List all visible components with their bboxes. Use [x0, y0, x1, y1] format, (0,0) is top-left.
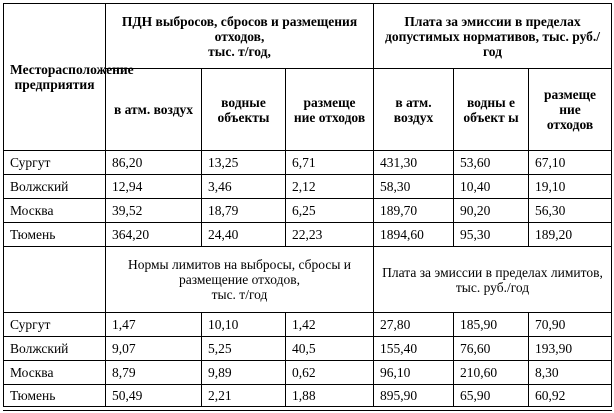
value-cell: 90,20	[454, 199, 529, 223]
location-header: Месторасположение предприятия	[4, 4, 106, 151]
value-cell: 1894,60	[374, 223, 454, 247]
subheader-waste: размеще ние отходов	[529, 69, 612, 151]
subheader-air: в атм. воздух	[106, 69, 202, 151]
value-cell: 27,80	[374, 313, 454, 337]
value-cell: 50,49	[106, 385, 202, 407]
value-cell: 95,30	[454, 223, 529, 247]
table-row	[4, 151, 612, 175]
value-cell: 19,10	[529, 175, 612, 199]
value-cell: 24,40	[202, 223, 286, 247]
value-cell: 56,30	[529, 199, 612, 223]
value-cell: 6,25	[286, 199, 374, 223]
emissions-table	[3, 3, 612, 407]
value-cell: 364,20	[106, 223, 202, 247]
subheader-waste: размеще ние отходов	[286, 69, 374, 151]
table-row	[4, 223, 612, 247]
value-cell: 2,21	[202, 385, 286, 407]
table-row	[4, 385, 612, 407]
header-row-limits	[4, 247, 612, 313]
value-cell: 10,40	[454, 175, 529, 199]
value-cell: 3,46	[202, 175, 286, 199]
bottom-divider	[3, 410, 612, 411]
value-cell: 76,60	[454, 337, 529, 361]
city-cell: Волжский	[4, 337, 106, 361]
value-cell: 60,92	[529, 385, 612, 407]
value-cell: 22,23	[286, 223, 374, 247]
value-cell: 96,10	[374, 361, 454, 385]
value-cell: 18,79	[202, 199, 286, 223]
pdn-group-header: ПДН выбросов, сбросов и размещения отходов, тыс. т/год,	[106, 4, 374, 69]
payment-permissible-group-header: Плата за эмиссии в пределах допустимых нормативов, тыс. руб./год	[374, 4, 612, 69]
city-cell: Сургут	[4, 313, 106, 337]
value-cell: 0,62	[286, 361, 374, 385]
subheader-water: водны е объект ы	[454, 69, 529, 151]
value-cell: 53,60	[454, 151, 529, 175]
value-cell: 8,30	[529, 361, 612, 385]
value-cell: 2,12	[286, 175, 374, 199]
value-cell: 189,70	[374, 199, 454, 223]
value-cell: 86,20	[106, 151, 202, 175]
subheader-air: в атм. воздух	[374, 69, 454, 151]
value-cell: 58,30	[374, 175, 454, 199]
limits-group-header: Нормы лимитов на выбросы, сбросы и размещение отходов, тыс. т/год	[106, 247, 374, 313]
city-cell: Сургут	[4, 151, 106, 175]
value-cell: 10,10	[202, 313, 286, 337]
header-row-groups	[4, 4, 612, 69]
value-cell: 9,89	[202, 361, 286, 385]
value-cell: 1,47	[106, 313, 202, 337]
city-cell: Москва	[4, 199, 106, 223]
table-row	[4, 337, 612, 361]
value-cell: 8,79	[106, 361, 202, 385]
blank-header-cell	[4, 247, 106, 313]
value-cell: 6,71	[286, 151, 374, 175]
value-cell: 895,90	[374, 385, 454, 407]
value-cell: 12,94	[106, 175, 202, 199]
city-cell: Москва	[4, 361, 106, 385]
value-cell: 67,10	[529, 151, 612, 175]
payment-limits-group-header: Плата за эмиссии в пределах лимитов, тыс. руб./год	[374, 247, 612, 313]
table-row	[4, 313, 612, 337]
table-row	[4, 361, 612, 385]
value-cell: 65,90	[454, 385, 529, 407]
city-cell: Волжский	[4, 175, 106, 199]
value-cell: 70,90	[529, 313, 612, 337]
city-cell: Тюмень	[4, 385, 106, 407]
value-cell: 9,07	[106, 337, 202, 361]
value-cell: 1,42	[286, 313, 374, 337]
table-row	[4, 199, 612, 223]
table-row	[4, 175, 612, 199]
value-cell: 155,40	[374, 337, 454, 361]
value-cell: 189,20	[529, 223, 612, 247]
value-cell: 40,5	[286, 337, 374, 361]
subheader-water: водные объекты	[202, 69, 286, 151]
value-cell: 185,90	[454, 313, 529, 337]
value-cell: 210,60	[454, 361, 529, 385]
value-cell: 1,88	[286, 385, 374, 407]
value-cell: 13,25	[202, 151, 286, 175]
value-cell: 39,52	[106, 199, 202, 223]
value-cell: 5,25	[202, 337, 286, 361]
value-cell: 431,30	[374, 151, 454, 175]
city-cell: Тюмень	[4, 223, 106, 247]
value-cell: 193,90	[529, 337, 612, 361]
